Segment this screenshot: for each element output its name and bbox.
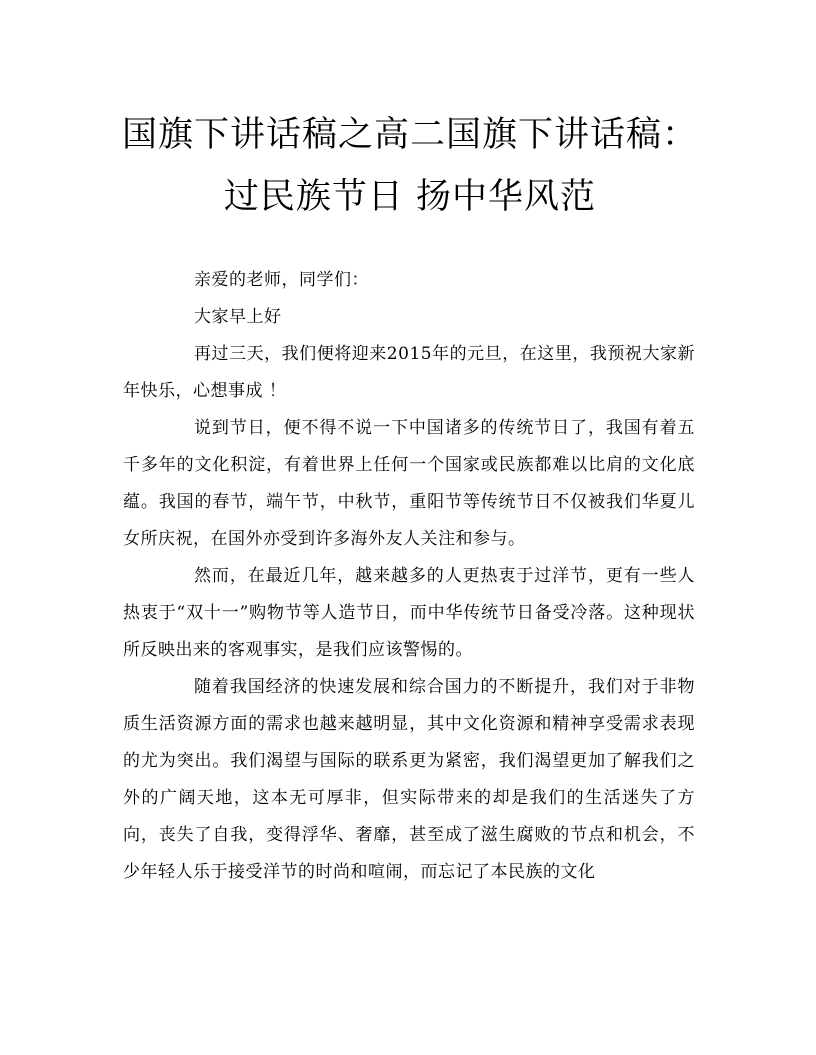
traditional-festivals-paragraph: 说到节日，便不得不说一下中国诸多的传统节日了，我国有着五千多年的文化积淀，有着世界上任何一个国家或民族都难以比肩的文化底蕴。我国的春节，端午节，中秋节，重阳节等传统节日不仅被我们华夏儿女所庆祝，在国外亦受到许多海外友人关注和参与。	[123, 418, 695, 549]
morning-greeting-paragraph: 大家早上好	[194, 307, 282, 327]
new-year-paragraph: 再过三天，我们便将迎来2015年的元旦，在这里，我预祝大家新年快乐，心想事成 ！	[123, 344, 695, 401]
cultural-needs-paragraph: 随着我国经济的快速发展和综合国力的不断提升，我们对于非物质生活资源方面的需求也越来越明显，其中文化资源和精神享受需求表现的尤为突出。我们渴望与国际的联系更为紧密，我们渴望更加了解我们之外的广阔天地，这本无可厚非，但实际带来的却是我们的生活迷失了方向，丧失了自我，变得浮华、奢靡，甚至成了滋生腐败的节点和机会，不少年轻人乐于接受洋节的时尚和喧闹，而忘记了本民族的文化	[123, 677, 695, 882]
foreign-festivals-paragraph: 然而，在最近几年，越来越多的人更热衷于过洋节，更有一些人热衷于“双十一”购物节等人造节日，而中华传统节日备受冷落。这种现状所反映出来的客观事实，是我们应该警惕的。	[123, 566, 695, 660]
document-body	[123, 262, 695, 891]
document-title: 国旗下讲话稿之高二国旗下讲话稿：过民族节日 扬中华风范	[121, 115, 698, 217]
greeting-paragraph: 亲爱的老师，同学们：	[194, 270, 369, 290]
